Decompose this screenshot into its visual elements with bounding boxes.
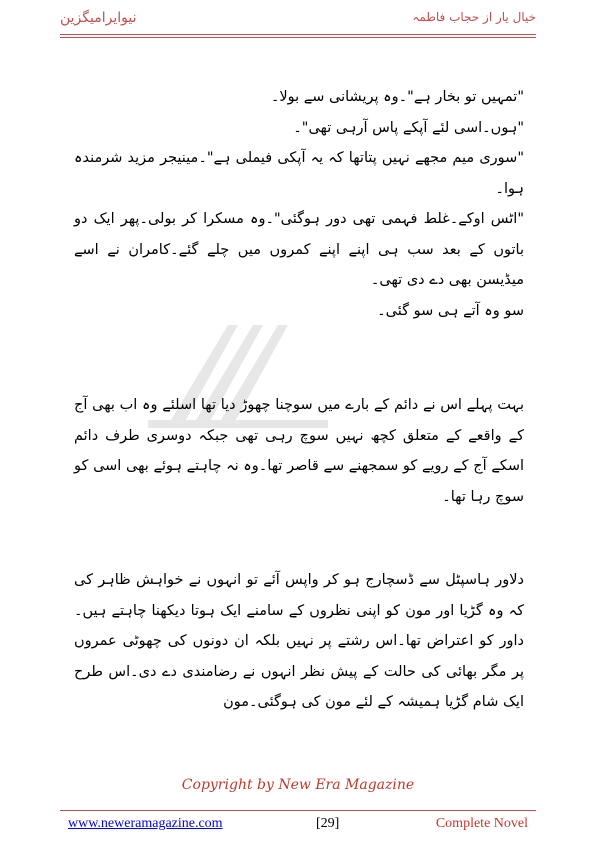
complete-novel-label: Complete Novel	[435, 816, 528, 831]
page-header	[60, 10, 536, 32]
novel-title: خیال یار از حجاب فاطمہ	[412, 10, 536, 24]
website-link[interactable]: www.neweramagazine.com	[68, 816, 223, 831]
header-rule-thin	[60, 37, 536, 38]
copyright-notice: Copyright by New Era Magazine	[181, 777, 415, 793]
header-rule	[60, 34, 536, 35]
text-line: سو وہ آتے ہی سو گئی۔	[377, 302, 524, 319]
paragraph-2	[74, 390, 524, 512]
text-line: "اٹس اوکے۔غلط فہمی تھی دور ہوگئی"۔وہ مسکرا کر بولی۔پھر ایک دو باتوں کے بعد سب ہی اپنے اپنے کمروں میں چلے گئے۔کامران نے اسے میڈیسن بھی دے دی تھی۔	[74, 211, 524, 288]
text-block: بہت پہلے اس نے دائم کے بارے میں سوچنا چھوڑ دیا تھا اسلئے وہ اب بھی آج کے واقعے کے متعلق کچھ نہیں سوچ رہی تھی جبکہ دوسری طرف دائم اسکے آج کے رویے کو سمجھنے سے قاصر تھا۔وہ نہ چاہتے ہوئے بھی اسی کو سوچ رہا تھا۔	[74, 397, 524, 505]
paragraph-1	[74, 82, 524, 326]
text-block: دلاور ہاسپٹل سے ڈسچارج ہو کر واپس آئے تو انہوں نے خواہش ظاہر کی کہ وہ گڑیا اور مون کو اپنی نظروں کے سامنے ایک ہوتا دیکھنا چاہتے ہیں۔داور کو اعتراض تھا۔اس رشتے پر نہیں بلکہ ان دونوں کی چھوٹی عمروں پر مگر بھائی کی حالت کے پیش نظر انہوں نے رضامندی دے دی۔اس طرح ایک شام گڑیا ہمیشہ کے لئے مون کی ہوگئی۔مون	[74, 572, 524, 710]
text-line: "تمہیں تو بخار ہے"۔وہ پریشانی سے بولا۔	[270, 89, 524, 105]
text-line: "سوری میم مجھے نہیں پتاتھا کہ یہ آپکی فیملی ہے"۔مینیجر مزید شرمندہ ہوا۔	[74, 150, 524, 197]
footer-rule	[60, 810, 536, 811]
text-line: "ہوں۔اسی لئے آپکے پاس آرہی تھی"۔	[293, 119, 524, 136]
magazine-name: نیوایرامیگزین	[60, 10, 137, 26]
page-footer	[68, 816, 528, 836]
paragraph-3	[74, 565, 524, 718]
page-number: [29]	[316, 816, 340, 831]
